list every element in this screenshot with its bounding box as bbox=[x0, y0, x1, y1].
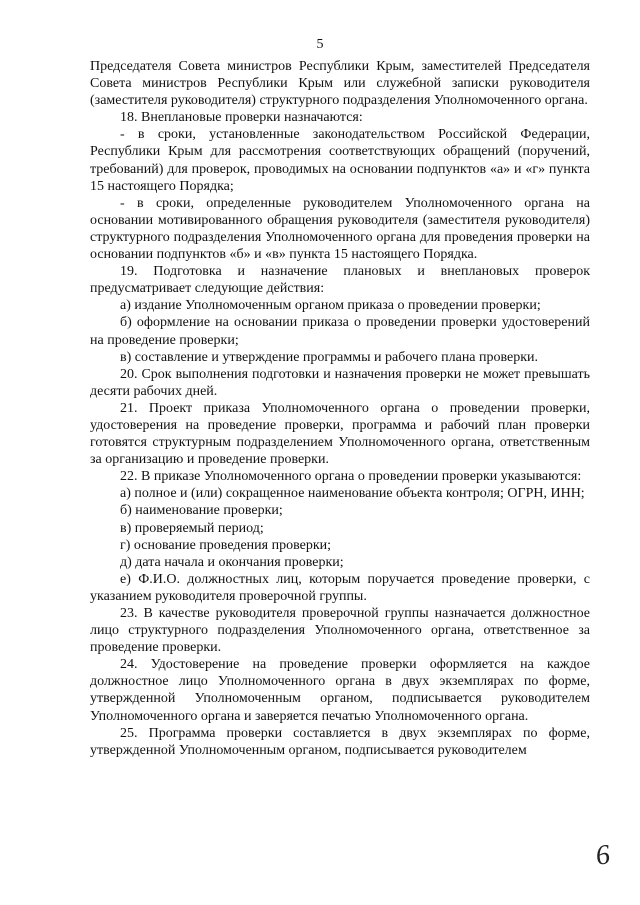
paragraph-22-item-b: б) наименование проверки; bbox=[120, 503, 283, 519]
paragraph-22-item-a: а) полное и (или) сокращенное наименование объекта контроля; ОГРН, ИНН; bbox=[120, 486, 585, 502]
paragraph-25: 25. Программа проверки составляется в двух экземплярах по форме, утвержденной Уполномоченным органом, подписывается руководителем bbox=[90, 725, 590, 758]
paragraph-22-item-v: в) проверяемый период; bbox=[120, 520, 264, 536]
paragraph-21: 21. Проект приказа Уполномоченного органа о проведении проверки, удостоверения на проведение проверки, программа и рабочий план проверки готовятся структурным подразделением Уполномоченного органа, ответственным за организацию и проведение проверки. bbox=[90, 400, 590, 468]
paragraph-22-item-d: д) дата начала и окончания проверки; bbox=[120, 554, 344, 570]
paragraph-18-item-2: - в сроки, определенные руководителем Уполномоченного органа на основании мотивированного обращения руководителя (заместителя руководителя) структурного подразделения Уполномоченного органа для проведения проверки на основании подпунктов «б» и «в» пункта 15 настоящего Порядка. bbox=[90, 195, 590, 263]
paragraph-22-item-e: е) Ф.И.О. должностных лиц, которым поручается проведение проверки, с указанием руководителя проверочной группы. bbox=[90, 571, 590, 604]
paragraph-22: 22. В приказе Уполномоченного органа о проведении проверки указываются: bbox=[120, 469, 582, 485]
paragraph-18: 18. Внеплановые проверки назначаются: bbox=[120, 110, 363, 126]
paragraph-20: 20. Срок выполнения подготовки и назначения проверки не может превышать десяти рабочих дней. bbox=[90, 366, 590, 399]
paragraph-19-item-b: б) оформление на основании приказа о проведении проверки удостоверений на проведение проверки; bbox=[90, 315, 590, 348]
paragraph-19-item-a: а) издание Уполномоченным органом приказа о проведении проверки; bbox=[120, 298, 541, 314]
document-body bbox=[90, 58, 590, 759]
paragraph-continuation: Председателя Совета министров Республики Крым, заместителей Председателя Совета министров Республики Крым или служебной записки руководителя (заместителя руководителя) структурного подразделения Уполномоченного органа. bbox=[90, 59, 590, 109]
handwritten-page-mark: 6 bbox=[593, 839, 613, 872]
page-number: 5 bbox=[316, 37, 324, 52]
paragraph-22-item-g: г) основание проведения проверки; bbox=[120, 537, 332, 553]
paragraph-19: 19. Подготовка и назначение плановых и внеплановых проверок предусматривает следующие действия: bbox=[90, 264, 590, 297]
paragraph-24: 24. Удостоверение на проведение проверки оформляется на каждое должностное лицо Уполномоченного органа в двух экземплярах по форме, утвержденной Уполномоченным органом, подписывается руководителем Уполномоченного органа и заверяется печатью Уполномоченного органа. bbox=[90, 657, 590, 724]
paragraph-18-item-1: - в сроки, установленные законодательством Российской Федерации, Республики Крым для рассмотрения соответствующих обращений (поручений, требований) для проверок, проводимых на основании подпунктов «а» и «г» пункта 15 настоящего Порядка; bbox=[90, 127, 590, 194]
paragraph-19-item-v: в) составление и утверждение программы и рабочего плана проверки. bbox=[120, 349, 539, 365]
paragraph-23: 23. В качестве руководителя проверочной группы назначается должностное лицо структурного подразделения Уполномоченного органа, ответственное за проведение проверки. bbox=[90, 606, 590, 656]
